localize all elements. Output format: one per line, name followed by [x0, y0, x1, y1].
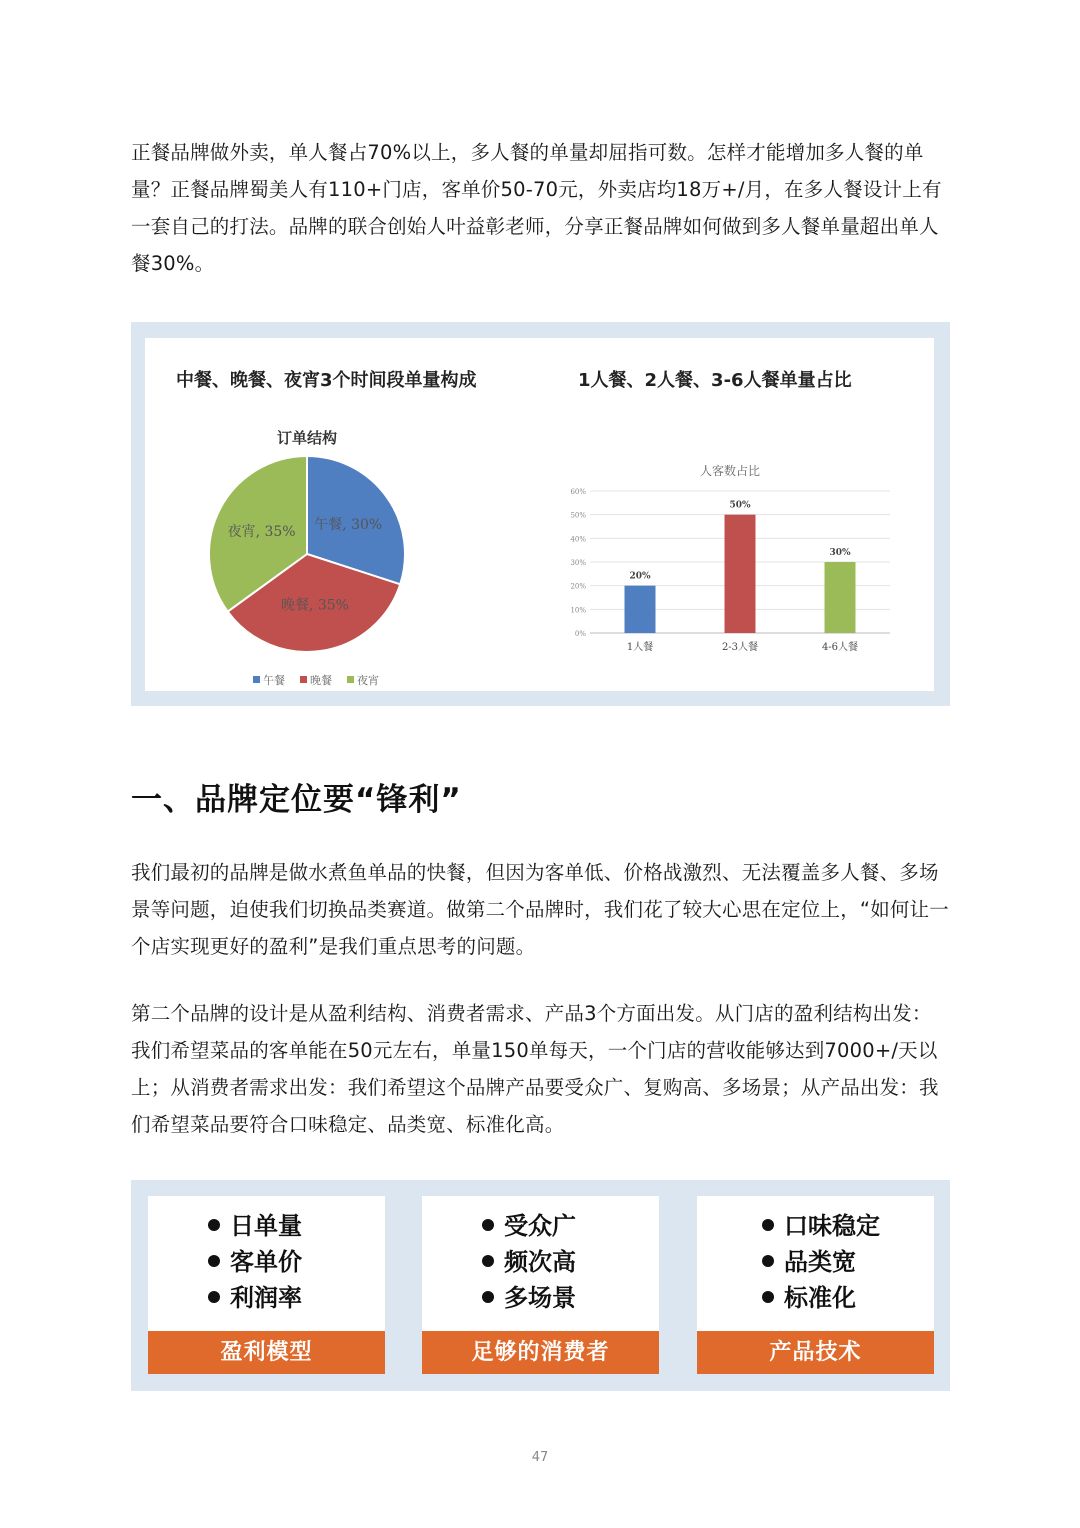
bar-value-label: 50% [729, 500, 751, 511]
card-list [762, 1208, 880, 1316]
bar [725, 515, 756, 633]
y-tick-label: 0% [574, 630, 586, 638]
x-tick-label: 1人餐 [626, 642, 654, 653]
card-list [208, 1208, 302, 1316]
y-tick-label: 20% [570, 582, 586, 591]
bullet-icon [208, 1291, 220, 1303]
left-chart-title: 中餐、晚餐、夜宵3个时间段单量构成 [176, 370, 477, 391]
legend-label: 夜宵 [357, 674, 379, 687]
card-banner: 盈利模型 [148, 1331, 385, 1374]
list-item: 日单量 [208, 1208, 302, 1244]
intro-paragraph: 正餐品牌做外卖，单人餐占70%以上，多人餐的单量却屈指可数。怎样才能增加多人餐的单量？正餐品牌蜀美人有110+门店，客单价50-70元，外卖店均18万+/月，在多人餐设计上有一套自己的打法。品牌的联合创始人叶益彰老师，分享正餐品牌如何做到多人餐单量超出单人餐30%。 [131, 141, 942, 275]
list-item: 利润率 [208, 1280, 302, 1316]
card-banner: 足够的消费者 [422, 1331, 659, 1374]
page-number: 47 [531, 1450, 549, 1465]
pillars-figure [131, 1180, 950, 1391]
bullet-icon [482, 1255, 494, 1267]
list-item: 品类宽 [762, 1244, 880, 1280]
section-heading: 一、品牌定位要“锋利” [131, 782, 462, 818]
bullet-icon [762, 1291, 774, 1303]
legend-swatch-icon [347, 676, 354, 683]
paragraph-positioning: 我们最初的品牌是做水煮鱼单品的快餐，但因为客单低、价格战激烈、无法覆盖多人餐、多场景等问题，迫使我们切换品类赛道。做第二个品牌时，我们花了较大心思在定位上，“如何让一个店实现更好的盈利”是我们重点思考的问题。 [131, 861, 950, 958]
pie-slice-label: 夜宵, 35% [227, 523, 296, 540]
legend-label: 午餐 [263, 674, 285, 687]
bar [625, 586, 656, 633]
bullet-icon [762, 1255, 774, 1267]
bar [825, 562, 856, 633]
pie-chart [205, 420, 505, 690]
legend-swatch-icon [300, 676, 307, 683]
y-tick-label: 50% [570, 511, 586, 520]
list-item: 标准化 [762, 1280, 880, 1316]
x-tick-label: 2-3人餐 [721, 642, 759, 653]
bar-chart [560, 458, 920, 673]
list-item: 受众广 [482, 1208, 576, 1244]
list-item: 客单价 [208, 1244, 302, 1280]
bar-value-label: 20% [629, 571, 651, 582]
legend-swatch-icon [253, 676, 260, 683]
chart-figure [131, 322, 950, 706]
list-item: 频次高 [482, 1244, 576, 1280]
legend-label: 晚餐 [310, 674, 332, 687]
pie-chart-title: 订单结构 [276, 429, 338, 447]
paragraph-design: 第二个品牌的设计是从盈利结构、消费者需求、产品3个方面出发。从门店的盈利结构出发：我们希望菜品的客单能在50元左右，单量150单每天，一个门店的营收能够达到7000+/天以上；从消费者需求出发：我们希望这个品牌产品要受众广、复购高、多场景；从产品出发：我们希望菜品要符合口味稳定、品类宽、标准化高。 [131, 1002, 939, 1136]
bullet-icon [482, 1219, 494, 1231]
y-tick-label: 40% [570, 535, 586, 544]
pie-slice-label: 午餐, 30% [314, 517, 383, 534]
y-tick-label: 10% [570, 606, 586, 615]
list-item: 多场景 [482, 1280, 576, 1316]
right-chart-title: 1人餐、2人餐、3-6人餐单量占比 [578, 370, 852, 391]
bullet-icon [208, 1255, 220, 1267]
y-tick-label: 30% [570, 559, 586, 567]
x-tick-label: 4-6人餐 [821, 642, 859, 653]
card-list [482, 1208, 576, 1316]
card-banner: 产品技术 [697, 1331, 934, 1374]
bullet-icon [208, 1219, 220, 1231]
card-product-tech [697, 1196, 934, 1374]
list-item: 口味稳定 [762, 1208, 880, 1244]
bullet-icon [482, 1291, 494, 1303]
card-profit-model [148, 1196, 385, 1374]
pie-slice-label: 晚餐, 35% [280, 597, 349, 614]
bullet-icon [762, 1219, 774, 1231]
card-consumers [422, 1196, 659, 1374]
chart-panel [145, 338, 934, 691]
y-tick-label: 60% [570, 488, 586, 496]
bar-value-label: 30% [829, 548, 851, 558]
bar-chart-title: 人客数占比 [699, 464, 761, 478]
